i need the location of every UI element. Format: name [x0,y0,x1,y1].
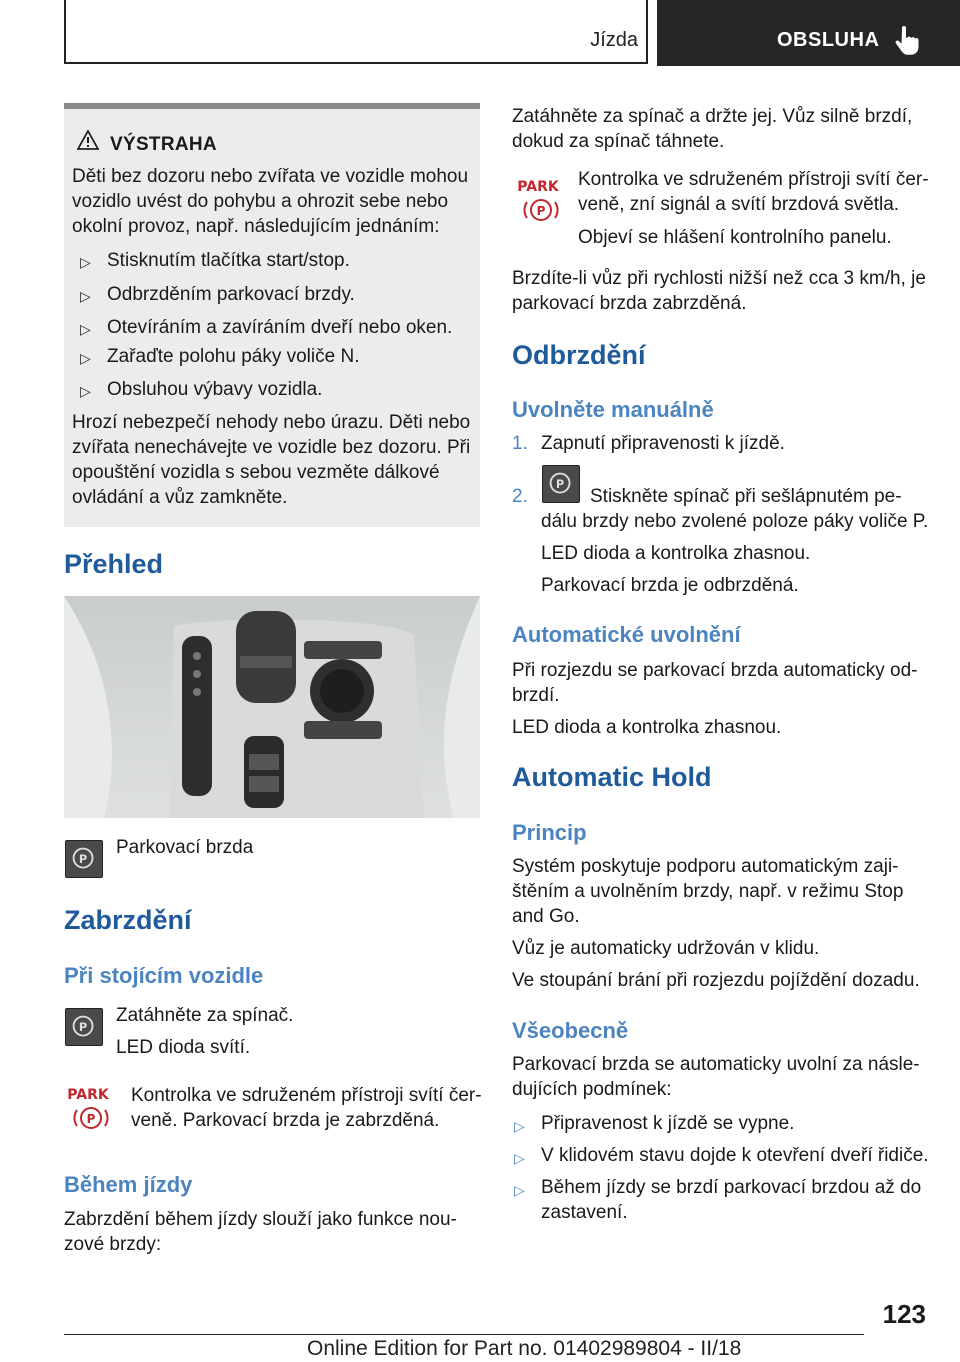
svg-text:P: P [555,476,565,491]
pull-switch-text: Zatáhněte za spínač. [116,1005,294,1026]
condition-item: Připravenost k jízdě se vypne. [541,1113,795,1134]
svg-text:P: P [78,851,88,866]
stationary-heading: Při stojícím vozidle [64,963,264,988]
warning-outro-4: ovládání a vůz zamkněte. [72,487,288,508]
slow-text-1: Brzdíte-li vůz při rychlosti nižší než cca 3 km/h, je [512,268,926,289]
general-text-1: Parkovací brzda se automaticky uvolní za násle- [512,1054,920,1075]
led-on-text: LED dioda svítí. [116,1037,251,1058]
warning-item: Obsluhou výbavy vozidla. [107,379,323,400]
release-heading: Odbrzdění [512,340,646,370]
bullet-icon: ▷ [514,1150,525,1166]
park-warning-lamp-icon [64,1082,112,1134]
auto-release-text-1: Při rozjezdu se parkovací brzda automaticky od- [512,660,918,681]
warning-intro-2: vozidlo uvést do pohybu a ohrozit sebe nebo [72,191,449,212]
park-warning-lamp-icon [514,174,562,226]
svg-text:P: P [536,204,546,218]
warning-outro-3: opouštění vozidla s sebou vezměte dálkové [72,462,440,483]
warning-item: Zařaďte polohu páky voliče N. [107,346,360,367]
step-text: Zapnutí připravenosti k jízdě. [541,433,785,454]
footer-edition: Online Edition for Part no. 01402989804 - II/18 [307,1337,742,1360]
bullet-icon: ▷ [514,1118,525,1134]
driving-text-1: Zabrzdění během jízdy slouží jako funkce nou- [64,1209,457,1230]
principle-heading: Princip [512,820,587,845]
parking-brake-caption: Parkovací brzda [116,837,254,858]
park-lamp-label: PARK [67,1087,109,1103]
chapter-tab-label: OBSLUHA [777,29,880,51]
lamp-text-1: Kontrolka ve sdruženém přístroji svítí čer- [131,1085,482,1106]
step-number: 2. [512,486,528,507]
lamp-text-right-1: Kontrolka ve sdruženém přístroji svítí čer- [578,169,929,190]
driving-heading: Během jízdy [64,1172,193,1197]
warning-triangle-icon [77,130,99,150]
general-heading: Všeobecně [512,1018,629,1043]
step-number: 1. [512,433,528,454]
warning-intro-1: Děti bez dozoru nebo zvířata ve vozidle mohou [72,166,469,187]
svg-text:P: P [78,1019,88,1034]
principle-text-3: and Go. [512,906,580,927]
auto-release-heading: Automatické uvolnění [512,622,741,647]
slope-text: Ve stoupání brání při rozjezdu pojíždění dozadu. [512,970,920,991]
condition-item-line1: Během jízdy se brzdí parkovací brzdou až do [541,1177,922,1198]
manual-heading: Uvolněte manuálně [512,397,714,422]
step-text-line1: Stiskněte spínač při sešlápnutém pe- [590,486,902,507]
released-text: Parkovací brzda je odbrzděná. [541,575,799,596]
hold-text-1: Zatáhněte za spínač a držte jej. Vůz silně brzdí, [512,106,913,127]
bullet-icon: ▷ [514,1182,525,1198]
general-text-2: dujících podmínek: [512,1079,672,1100]
park-lamp-label: PARK [517,179,559,195]
section-title: Jízda [590,29,638,51]
bullet-icon: ▷ [80,254,91,270]
page-number: 123 [882,1299,926,1329]
step-text-line2: dálu brzdy nebo zvolené poloze páky voliče P. [541,511,929,532]
warning-item: Odbrzděním parkovací brzdy. [107,284,355,305]
footer-divider [64,1334,864,1335]
hand-pointer-icon [894,26,920,56]
lamp-text-2: veně. Parkovací brzda je zabrzděná. [131,1110,440,1131]
overview-heading: Přehled [64,549,164,579]
parking-brake-icon [65,840,103,878]
warning-item: Otevíráním a zavíráním dveří nebo oken. [107,317,453,338]
principle-text-1: Systém poskytuje podporu automatickým zaji- [512,856,899,877]
bullet-icon: ▷ [80,288,91,304]
slow-text-2: parkovací brzda zabrzděná. [512,293,747,314]
console-photo [64,596,480,818]
svg-text:P: P [86,1112,96,1126]
warning-title: VÝSTRAHA [110,134,217,155]
condition-item: V klidovém stavu dojde k otevření dveří řidiče. [541,1145,929,1166]
bullet-icon: ▷ [80,321,91,337]
condition-item-line2: zastavení. [541,1202,628,1223]
lamp-text-right-2: veně, zní signál a svítí brzdová světla. [578,194,900,215]
principle-text-2: štěním a uvolněním brzdy, např. v režimu Stop [512,881,904,902]
driving-text-2: zové brzdy: [64,1234,162,1255]
braking-heading: Zabrzdění [64,905,192,935]
led-off-text: LED dioda a kontrolka zhasnou. [541,543,811,564]
warning-outro-1: Hrozí nebezpečí nehody nebo úrazu. Děti nebo [72,412,471,433]
bullet-icon: ▷ [80,350,91,366]
automatic-hold-heading: Automatic Hold [512,762,712,792]
parking-brake-icon [65,1008,103,1046]
bullet-icon: ▷ [80,383,91,399]
led-off-text-2: LED dioda a kontrolka zhasnou. [512,717,782,738]
auto-release-text-2: brzdí. [512,685,560,706]
warning-intro-3: okolní provoz, např. následujícím jednáním: [72,216,440,237]
parking-brake-icon [542,465,580,503]
held-text: Vůz je automaticky udržován v klidu. [512,938,820,959]
warning-outro-2: zvířata nenechávejte ve vozidle bez dozoru. Při [72,437,471,458]
header-frame [64,0,648,64]
warning-item: Stisknutím tlačítka start/stop. [107,250,350,271]
hold-text-2: dokud za spínač táhnete. [512,131,725,152]
message-text: Objeví se hlášení kontrolního panelu. [578,227,892,248]
